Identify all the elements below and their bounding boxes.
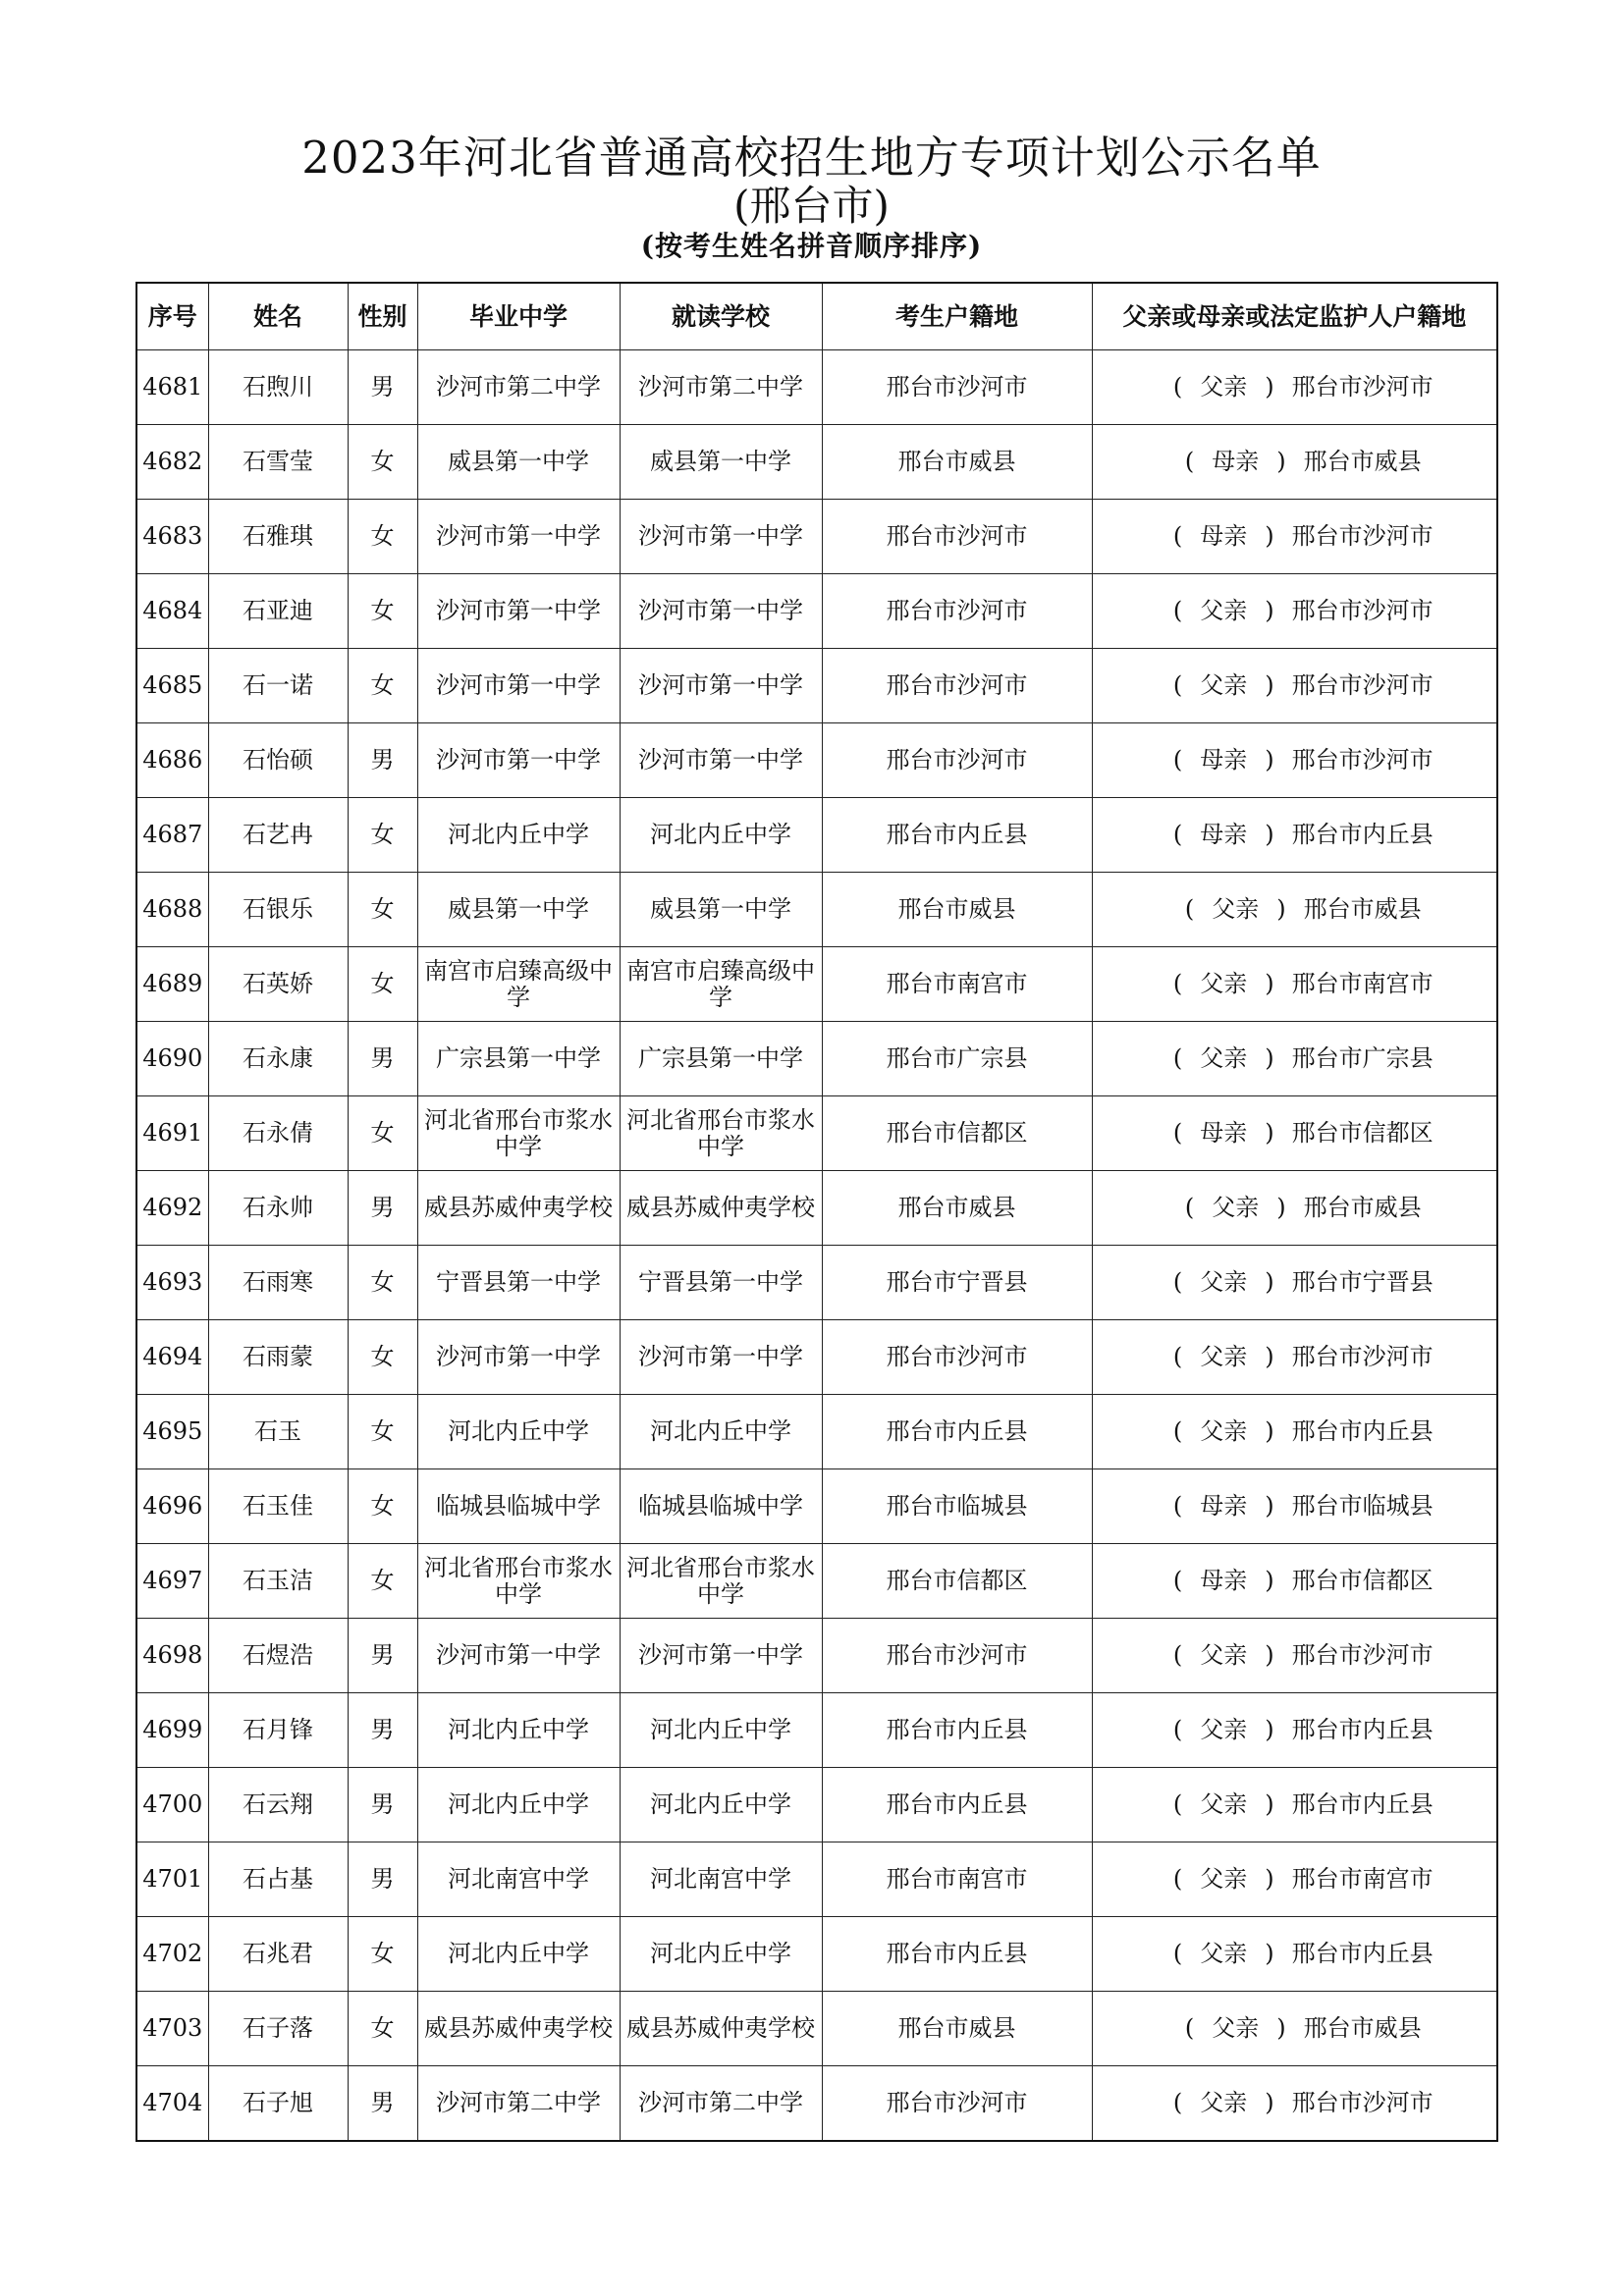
cell-current-school: 沙河市第二中学 xyxy=(620,2066,822,2142)
cell-residence: 邢台市沙河市 xyxy=(822,1619,1092,1693)
cell-residence: 邢台市信都区 xyxy=(822,1096,1092,1171)
cell-name: 石艺冉 xyxy=(208,798,348,873)
cell-seq: 4689 xyxy=(136,947,208,1022)
cell-guardian-residence: ( 父亲 ) 邢台市沙河市 xyxy=(1092,350,1497,425)
cell-current-school: 沙河市第二中学 xyxy=(620,350,822,425)
cell-current-school: 沙河市第一中学 xyxy=(620,1320,822,1395)
cell-gender: 女 xyxy=(348,574,417,649)
guardian-residence: 邢台市威县 xyxy=(1303,895,1422,923)
guardian-relation: 父亲 xyxy=(1212,2014,1260,2042)
roster-body xyxy=(136,350,1497,2142)
guardian-relation: 母亲 xyxy=(1200,746,1248,774)
cell-guardian-residence: ( 父亲 ) 邢台市内丘县 xyxy=(1092,1768,1497,1842)
cell-guardian-residence: ( 父亲 ) 邢台市南宫市 xyxy=(1092,1842,1497,1917)
cell-residence: 邢台市广宗县 xyxy=(822,1022,1092,1096)
guardian-residence: 邢台市内丘县 xyxy=(1291,821,1434,848)
guardian-relation: 父亲 xyxy=(1200,1940,1248,1967)
cell-grad-school: 沙河市第二中学 xyxy=(417,350,620,425)
cell-seq: 4701 xyxy=(136,1842,208,1917)
column-header-seq: 序号 xyxy=(136,283,208,350)
guardian-residence: 邢台市宁晋县 xyxy=(1291,1268,1434,1296)
cell-guardian-residence: ( 父亲 ) 邢台市威县 xyxy=(1092,1171,1497,1246)
cell-name: 石雅琪 xyxy=(208,500,348,574)
table-row xyxy=(136,1544,1497,1619)
table-row xyxy=(136,1171,1497,1246)
cell-seq: 4698 xyxy=(136,1619,208,1693)
guardian-residence: 邢台市信都区 xyxy=(1291,1119,1434,1147)
guardian-relation: 父亲 xyxy=(1200,1343,1248,1370)
cell-gender: 男 xyxy=(348,1171,417,1246)
cell-gender: 男 xyxy=(348,1768,417,1842)
column-header-guardian-residence: 父亲或母亲或法定监护人户籍地 xyxy=(1092,283,1497,350)
cell-residence: 邢台市沙河市 xyxy=(822,649,1092,723)
cell-name: 石玉佳 xyxy=(208,1469,348,1544)
cell-seq: 4699 xyxy=(136,1693,208,1768)
city-subtitle: (邢台市) xyxy=(733,182,890,230)
guardian-relation: 父亲 xyxy=(1200,1268,1248,1296)
cell-residence: 邢台市宁晋县 xyxy=(822,1246,1092,1320)
guardian-residence: 邢台市威县 xyxy=(1303,2014,1422,2042)
cell-gender: 男 xyxy=(348,2066,417,2142)
table-row xyxy=(136,1619,1497,1693)
cell-grad-school: 沙河市第二中学 xyxy=(417,2066,620,2142)
cell-residence: 邢台市南宫市 xyxy=(822,947,1092,1022)
cell-gender: 男 xyxy=(348,1022,417,1096)
guardian-relation: 父亲 xyxy=(1200,2089,1248,2116)
table-row xyxy=(136,1842,1497,1917)
guardian-relation: 父亲 xyxy=(1212,1194,1260,1221)
cell-current-school: 河北内丘中学 xyxy=(620,798,822,873)
cell-gender: 女 xyxy=(348,1992,417,2066)
table-row xyxy=(136,873,1497,947)
cell-residence: 邢台市内丘县 xyxy=(822,1693,1092,1768)
guardian-relation: 父亲 xyxy=(1200,970,1248,997)
guardian-residence: 邢台市威县 xyxy=(1303,448,1422,475)
guardian-relation: 母亲 xyxy=(1212,448,1260,475)
guardian-residence: 邢台市沙河市 xyxy=(1291,597,1434,624)
cell-gender: 女 xyxy=(348,1917,417,1992)
cell-grad-school: 河北内丘中学 xyxy=(417,1917,620,1992)
cell-gender: 女 xyxy=(348,1246,417,1320)
cell-name: 石雨寒 xyxy=(208,1246,348,1320)
cell-gender: 女 xyxy=(348,425,417,500)
cell-name: 石子旭 xyxy=(208,2066,348,2142)
cell-seq: 4692 xyxy=(136,1171,208,1246)
cell-grad-school: 河北内丘中学 xyxy=(417,1395,620,1469)
table-row xyxy=(136,500,1497,574)
cell-gender: 女 xyxy=(348,649,417,723)
guardian-residence: 邢台市内丘县 xyxy=(1291,1417,1434,1445)
table-row xyxy=(136,1469,1497,1544)
cell-name: 石英娇 xyxy=(208,947,348,1022)
table-row xyxy=(136,1395,1497,1469)
cell-name: 石占基 xyxy=(208,1842,348,1917)
cell-gender: 女 xyxy=(348,1096,417,1171)
cell-grad-school: 沙河市第一中学 xyxy=(417,649,620,723)
cell-name: 石雨蒙 xyxy=(208,1320,348,1395)
cell-seq: 4703 xyxy=(136,1992,208,2066)
cell-gender: 男 xyxy=(348,1693,417,1768)
header-row xyxy=(136,283,1497,350)
guardian-relation: 父亲 xyxy=(1200,373,1248,400)
cell-name: 石煦川 xyxy=(208,350,348,425)
cell-name: 石子落 xyxy=(208,1992,348,2066)
cell-name: 石月锋 xyxy=(208,1693,348,1768)
cell-current-school: 河北省邢台市浆水中学 xyxy=(620,1544,822,1619)
cell-residence: 邢台市内丘县 xyxy=(822,798,1092,873)
guardian-relation: 父亲 xyxy=(1200,1865,1248,1893)
table-row xyxy=(136,350,1497,425)
cell-seq: 4702 xyxy=(136,1917,208,1992)
cell-residence: 邢台市沙河市 xyxy=(822,723,1092,798)
cell-residence: 邢台市威县 xyxy=(822,425,1092,500)
guardian-relation: 母亲 xyxy=(1200,1567,1248,1594)
cell-seq: 4691 xyxy=(136,1096,208,1171)
guardian-residence: 邢台市沙河市 xyxy=(1291,373,1434,400)
cell-grad-school: 沙河市第一中学 xyxy=(417,574,620,649)
cell-gender: 女 xyxy=(348,1544,417,1619)
cell-current-school: 威县苏威仲夷学校 xyxy=(620,1171,822,1246)
cell-gender: 男 xyxy=(348,1619,417,1693)
column-header-current-school: 就读学校 xyxy=(620,283,822,350)
cell-guardian-residence: ( 母亲 ) 邢台市沙河市 xyxy=(1092,500,1497,574)
cell-seq: 4687 xyxy=(136,798,208,873)
cell-grad-school: 河北内丘中学 xyxy=(417,1768,620,1842)
cell-grad-school: 沙河市第一中学 xyxy=(417,1619,620,1693)
table-row xyxy=(136,425,1497,500)
guardian-residence: 邢台市信都区 xyxy=(1291,1567,1434,1594)
guardian-relation: 母亲 xyxy=(1200,821,1248,848)
cell-seq: 4688 xyxy=(136,873,208,947)
cell-seq: 4694 xyxy=(136,1320,208,1395)
cell-grad-school: 宁晋县第一中学 xyxy=(417,1246,620,1320)
page-title: 2023年河北省普通高校招生地方专项计划公示名单 xyxy=(301,132,1322,184)
guardian-relation: 父亲 xyxy=(1200,1716,1248,1743)
table-row xyxy=(136,947,1497,1022)
guardian-residence: 邢台市沙河市 xyxy=(1291,1343,1434,1370)
cell-grad-school: 威县苏威仲夷学校 xyxy=(417,1171,620,1246)
cell-current-school: 宁晋县第一中学 xyxy=(620,1246,822,1320)
cell-grad-school: 威县第一中学 xyxy=(417,873,620,947)
cell-grad-school: 南宫市启臻高级中学 xyxy=(417,947,620,1022)
cell-current-school: 威县第一中学 xyxy=(620,873,822,947)
cell-residence: 邢台市沙河市 xyxy=(822,2066,1092,2142)
roster-table xyxy=(135,282,1498,2142)
cell-residence: 邢台市威县 xyxy=(822,1171,1092,1246)
cell-guardian-residence: ( 父亲 ) 邢台市广宗县 xyxy=(1092,1022,1497,1096)
cell-gender: 男 xyxy=(348,1842,417,1917)
cell-current-school: 河北南宫中学 xyxy=(620,1842,822,1917)
cell-seq: 4682 xyxy=(136,425,208,500)
cell-residence: 邢台市沙河市 xyxy=(822,350,1092,425)
cell-seq: 4693 xyxy=(136,1246,208,1320)
cell-name: 石煜浩 xyxy=(208,1619,348,1693)
cell-seq: 4681 xyxy=(136,350,208,425)
cell-guardian-residence: ( 母亲 ) 邢台市临城县 xyxy=(1092,1469,1497,1544)
guardian-relation: 父亲 xyxy=(1200,1641,1248,1669)
cell-guardian-residence: ( 父亲 ) 邢台市威县 xyxy=(1092,1992,1497,2066)
guardian-relation: 父亲 xyxy=(1200,597,1248,624)
guardian-relation: 父亲 xyxy=(1200,1790,1248,1818)
guardian-residence: 邢台市广宗县 xyxy=(1291,1044,1434,1072)
cell-guardian-residence: ( 父亲 ) 邢台市威县 xyxy=(1092,873,1497,947)
cell-residence: 邢台市威县 xyxy=(822,873,1092,947)
table-row xyxy=(136,798,1497,873)
guardian-relation: 母亲 xyxy=(1200,1492,1248,1520)
table-row xyxy=(136,1768,1497,1842)
cell-current-school: 沙河市第一中学 xyxy=(620,649,822,723)
cell-seq: 4704 xyxy=(136,2066,208,2142)
cell-current-school: 沙河市第一中学 xyxy=(620,1619,822,1693)
cell-grad-school: 河北内丘中学 xyxy=(417,798,620,873)
cell-guardian-residence: ( 父亲 ) 邢台市沙河市 xyxy=(1092,1619,1497,1693)
guardian-residence: 邢台市南宫市 xyxy=(1291,970,1434,997)
table-row xyxy=(136,649,1497,723)
cell-guardian-residence: ( 父亲 ) 邢台市内丘县 xyxy=(1092,1395,1497,1469)
cell-grad-school: 河北省邢台市浆水中学 xyxy=(417,1096,620,1171)
guardian-residence: 邢台市内丘县 xyxy=(1291,1940,1434,1967)
guardian-residence: 邢台市沙河市 xyxy=(1291,1641,1434,1669)
column-header-grad-school: 毕业中学 xyxy=(417,283,620,350)
cell-name: 石亚迪 xyxy=(208,574,348,649)
guardian-residence: 邢台市临城县 xyxy=(1291,1492,1434,1520)
cell-guardian-residence: ( 母亲 ) 邢台市信都区 xyxy=(1092,1544,1497,1619)
cell-seq: 4690 xyxy=(136,1022,208,1096)
cell-guardian-residence: ( 母亲 ) 邢台市内丘县 xyxy=(1092,798,1497,873)
cell-gender: 女 xyxy=(348,1320,417,1395)
cell-seq: 4700 xyxy=(136,1768,208,1842)
cell-residence: 邢台市南宫市 xyxy=(822,1842,1092,1917)
cell-seq: 4683 xyxy=(136,500,208,574)
cell-residence: 邢台市沙河市 xyxy=(822,1320,1092,1395)
cell-guardian-residence: ( 母亲 ) 邢台市信都区 xyxy=(1092,1096,1497,1171)
cell-current-school: 临城县临城中学 xyxy=(620,1469,822,1544)
table-row xyxy=(136,1096,1497,1171)
cell-current-school: 广宗县第一中学 xyxy=(620,1022,822,1096)
cell-guardian-residence: ( 父亲 ) 邢台市宁晋县 xyxy=(1092,1246,1497,1320)
guardian-residence: 邢台市沙河市 xyxy=(1291,746,1434,774)
cell-residence: 邢台市临城县 xyxy=(822,1469,1092,1544)
cell-gender: 女 xyxy=(348,1469,417,1544)
cell-grad-school: 威县苏威仲夷学校 xyxy=(417,1992,620,2066)
cell-current-school: 河北省邢台市浆水中学 xyxy=(620,1096,822,1171)
cell-seq: 4695 xyxy=(136,1395,208,1469)
cell-guardian-residence: ( 父亲 ) 邢台市内丘县 xyxy=(1092,1917,1497,1992)
cell-seq: 4685 xyxy=(136,649,208,723)
guardian-residence: 邢台市内丘县 xyxy=(1291,1790,1434,1818)
guardian-residence: 邢台市南宫市 xyxy=(1291,1865,1434,1893)
table-row xyxy=(136,574,1497,649)
cell-gender: 女 xyxy=(348,500,417,574)
table-row xyxy=(136,1320,1497,1395)
cell-gender: 男 xyxy=(348,723,417,798)
cell-gender: 女 xyxy=(348,798,417,873)
cell-name: 石玉 xyxy=(208,1395,348,1469)
cell-current-school: 河北内丘中学 xyxy=(620,1395,822,1469)
cell-name: 石永康 xyxy=(208,1022,348,1096)
cell-grad-school: 广宗县第一中学 xyxy=(417,1022,620,1096)
guardian-relation: 母亲 xyxy=(1200,522,1248,550)
cell-guardian-residence: ( 父亲 ) 邢台市沙河市 xyxy=(1092,574,1497,649)
cell-current-school: 河北内丘中学 xyxy=(620,1768,822,1842)
cell-current-school: 威县第一中学 xyxy=(620,425,822,500)
cell-name: 石玉洁 xyxy=(208,1544,348,1619)
guardian-relation: 父亲 xyxy=(1200,671,1248,699)
table-row xyxy=(136,1693,1497,1768)
guardian-relation: 母亲 xyxy=(1200,1119,1248,1147)
cell-guardian-residence: ( 父亲 ) 邢台市内丘县 xyxy=(1092,1693,1497,1768)
cell-residence: 邢台市沙河市 xyxy=(822,500,1092,574)
cell-guardian-residence: ( 父亲 ) 邢台市沙河市 xyxy=(1092,649,1497,723)
cell-name: 石永帅 xyxy=(208,1171,348,1246)
cell-gender: 女 xyxy=(348,947,417,1022)
cell-grad-school: 威县第一中学 xyxy=(417,425,620,500)
cell-current-school: 南宫市启臻高级中学 xyxy=(620,947,822,1022)
cell-grad-school: 沙河市第一中学 xyxy=(417,500,620,574)
cell-name: 石兆君 xyxy=(208,1917,348,1992)
cell-current-school: 河北内丘中学 xyxy=(620,1693,822,1768)
column-header-gender: 性别 xyxy=(348,283,417,350)
cell-guardian-residence: ( 父亲 ) 邢台市沙河市 xyxy=(1092,2066,1497,2142)
table-row xyxy=(136,1992,1497,2066)
cell-seq: 4686 xyxy=(136,723,208,798)
cell-guardian-residence: ( 父亲 ) 邢台市南宫市 xyxy=(1092,947,1497,1022)
guardian-residence: 邢台市内丘县 xyxy=(1291,1716,1434,1743)
guardian-residence: 邢台市沙河市 xyxy=(1291,2089,1434,2116)
cell-residence: 邢台市威县 xyxy=(822,1992,1092,2066)
table-row xyxy=(136,723,1497,798)
cell-guardian-residence: ( 父亲 ) 邢台市沙河市 xyxy=(1092,1320,1497,1395)
cell-residence: 邢台市内丘县 xyxy=(822,1917,1092,1992)
guardian-residence: 邢台市威县 xyxy=(1303,1194,1422,1221)
cell-current-school: 沙河市第一中学 xyxy=(620,574,822,649)
guardian-residence: 邢台市沙河市 xyxy=(1291,522,1434,550)
cell-name: 石怡硕 xyxy=(208,723,348,798)
cell-name: 石一诺 xyxy=(208,649,348,723)
cell-seq: 4696 xyxy=(136,1469,208,1544)
guardian-relation: 父亲 xyxy=(1200,1417,1248,1445)
cell-gender: 女 xyxy=(348,1395,417,1469)
cell-grad-school: 河北内丘中学 xyxy=(417,1693,620,1768)
cell-grad-school: 河北南宫中学 xyxy=(417,1842,620,1917)
cell-name: 石银乐 xyxy=(208,873,348,947)
cell-residence: 邢台市内丘县 xyxy=(822,1395,1092,1469)
cell-seq: 4697 xyxy=(136,1544,208,1619)
cell-gender: 男 xyxy=(348,350,417,425)
table-row xyxy=(136,1917,1497,1992)
cell-current-school: 沙河市第一中学 xyxy=(620,723,822,798)
column-header-residence: 考生户籍地 xyxy=(822,283,1092,350)
cell-grad-school: 沙河市第一中学 xyxy=(417,1320,620,1395)
cell-current-school: 河北内丘中学 xyxy=(620,1917,822,1992)
cell-guardian-residence: ( 母亲 ) 邢台市威县 xyxy=(1092,425,1497,500)
cell-name: 石云翔 xyxy=(208,1768,348,1842)
cell-seq: 4684 xyxy=(136,574,208,649)
cell-grad-school: 沙河市第一中学 xyxy=(417,723,620,798)
column-header-name: 姓名 xyxy=(208,283,348,350)
guardian-residence: 邢台市沙河市 xyxy=(1291,671,1434,699)
table-row xyxy=(136,1022,1497,1096)
cell-residence: 邢台市沙河市 xyxy=(822,574,1092,649)
cell-grad-school: 河北省邢台市浆水中学 xyxy=(417,1544,620,1619)
cell-name: 石永倩 xyxy=(208,1096,348,1171)
table-row xyxy=(136,2066,1497,2142)
cell-current-school: 威县苏威仲夷学校 xyxy=(620,1992,822,2066)
guardian-relation: 父亲 xyxy=(1212,895,1260,923)
cell-residence: 邢台市信都区 xyxy=(822,1544,1092,1619)
cell-name: 石雪莹 xyxy=(208,425,348,500)
cell-guardian-residence: ( 母亲 ) 邢台市沙河市 xyxy=(1092,723,1497,798)
cell-current-school: 沙河市第一中学 xyxy=(620,500,822,574)
cell-grad-school: 临城县临城中学 xyxy=(417,1469,620,1544)
guardian-relation: 父亲 xyxy=(1200,1044,1248,1072)
sort-note: (按考生姓名拼音顺序排序) xyxy=(640,230,983,262)
cell-residence: 邢台市内丘县 xyxy=(822,1768,1092,1842)
cell-gender: 女 xyxy=(348,873,417,947)
table-row xyxy=(136,1246,1497,1320)
